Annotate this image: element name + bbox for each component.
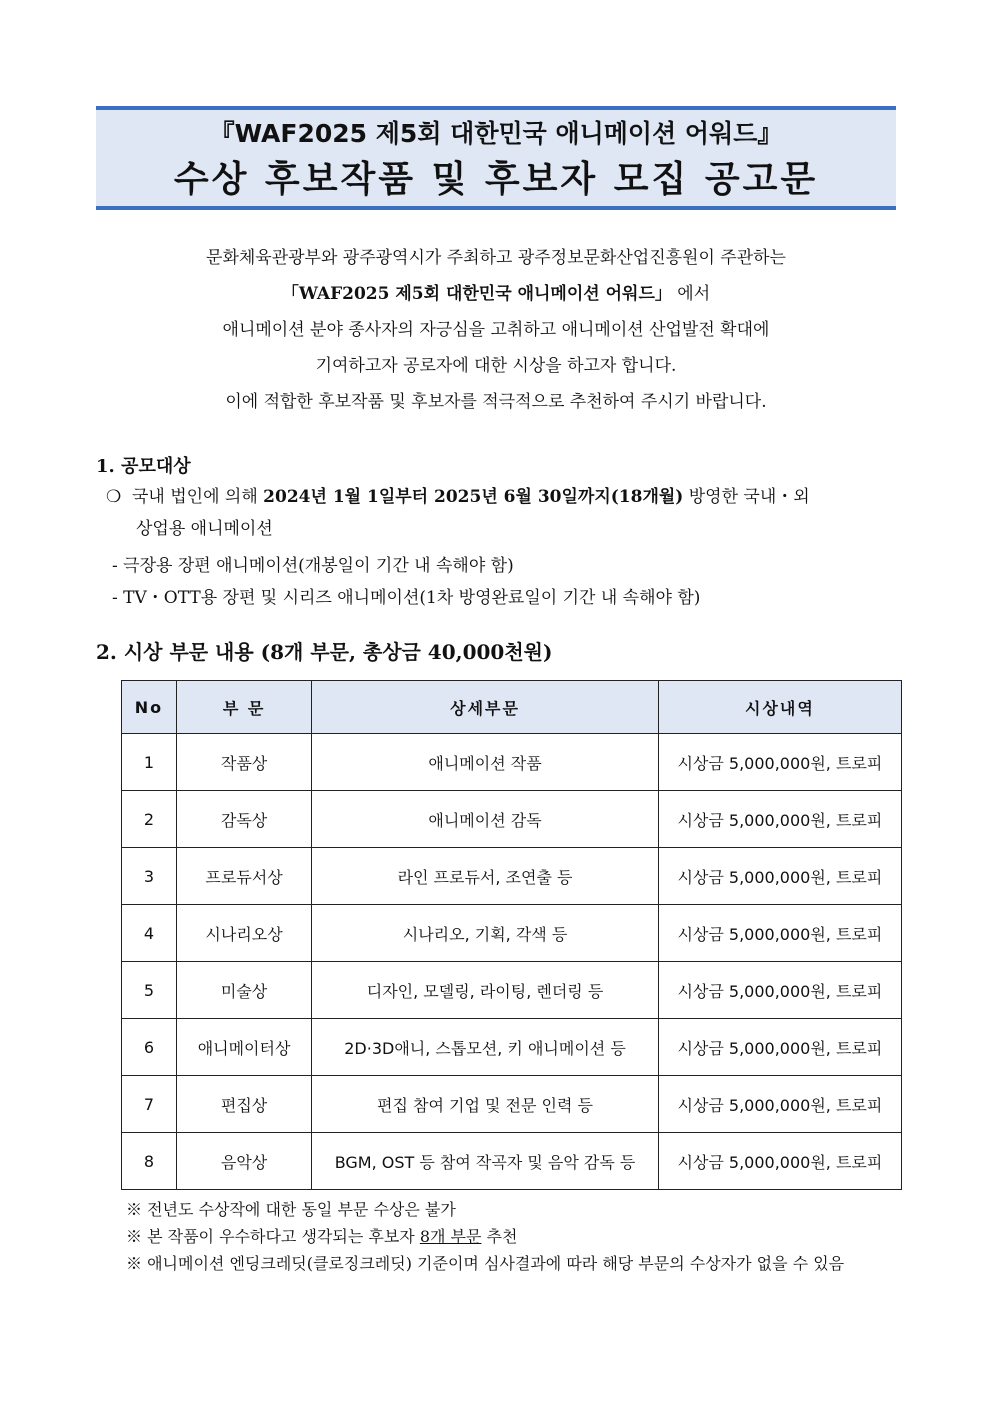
bullet-text-pre: 국내 법인에 의해 [132,487,264,507]
row-no: 4 [122,905,177,962]
row-category: 감독상 [176,791,311,848]
section2-heading: 2. 시상 부문 내용 (8개 부문, 총상금 40,000천원) [96,640,553,664]
table-row [122,734,902,791]
notes-block [126,1196,844,1277]
intro-line-2 [96,276,896,312]
table-row [122,962,902,1019]
row-category: 애니메이터상 [176,1019,311,1076]
row-prize: 시상금 5,000,000원, 트로피 [658,1133,901,1190]
intro-line-4: 기여하고자 공로자에 대한 시상을 하고자 합니다. [315,356,677,376]
header-no: No [122,681,177,734]
note-recommend-pre: ※ 본 작품이 우수하다고 생각되는 후보자 [126,1227,420,1246]
row-detail: 편집 참여 기업 및 전문 인력 등 [312,1076,659,1133]
table-row [122,848,902,905]
row-prize: 시상금 5,000,000원, 트로피 [658,791,901,848]
note-credits-basis: ※ 애니메이션 엔딩크레딧(클로징크레딧) 기준이며 심사결과에 따라 해당 부문의 수상자가 없을 수 있음 [126,1254,845,1273]
title-banner [96,106,896,210]
row-prize: 시상금 5,000,000원, 트로피 [658,848,901,905]
intro-line-5: 이에 적합한 후보작품 및 후보자를 적극적으로 추천하여 주시기 바랍니다. [225,392,767,412]
note-recommend [126,1223,844,1250]
row-category: 미술상 [176,962,311,1019]
event-name: 「WAF2025 제5회 대한민국 애니메이션 어워드」 [281,284,672,304]
eligibility-period: 2024년 1월 1일부터 2025년 6월 30일까지(18개월) [263,487,684,507]
row-prize: 시상금 5,000,000원, 트로피 [658,1019,901,1076]
row-category: 작품상 [176,734,311,791]
award-categories-table [121,680,902,1190]
section1-heading: 1. 공모대상 [96,456,191,477]
row-detail: 디자인, 모델링, 라이팅, 렌더링 등 [312,962,659,1019]
row-no: 2 [122,791,177,848]
row-detail: BGM, OST 등 참여 작곡자 및 음악 감독 등 [312,1133,659,1190]
table-row [122,905,902,962]
table-row [122,1076,902,1133]
row-no: 1 [122,734,177,791]
row-no: 8 [122,1133,177,1190]
row-no: 7 [122,1076,177,1133]
header-category: 부 문 [176,681,311,734]
intro-line-1: 문화체육관광부와 광주광역시가 주최하고 광주정보문화산업진흥원이 주관하는 [206,248,786,268]
intro-line-2-rest: 에서 [671,284,711,304]
row-category: 시나리오상 [176,905,311,962]
intro-paragraph [96,240,896,420]
table-header-row [122,681,902,734]
row-prize: 시상금 5,000,000원, 트로피 [658,734,901,791]
table-row [122,1133,902,1190]
table-row [122,1019,902,1076]
eligibility-bullet-continued: 상업용 애니메이션 [136,519,273,539]
row-detail: 2D·3D애니, 스톱모션, 키 애니메이션 등 [312,1019,659,1076]
row-prize: 시상금 5,000,000원, 트로피 [658,962,901,1019]
row-category: 음악상 [176,1133,311,1190]
page-title-line2: 수상 후보작품 및 후보자 모집 공고문 [173,159,819,200]
table-row [122,791,902,848]
row-detail: 애니메이션 감독 [312,791,659,848]
row-no: 5 [122,962,177,1019]
row-no: 3 [122,848,177,905]
row-category: 프로듀서상 [176,848,311,905]
row-detail: 라인 프로듀서, 조연출 등 [312,848,659,905]
row-prize: 시상금 5,000,000원, 트로피 [658,905,901,962]
header-prize: 시상내역 [658,681,901,734]
note-recommend-underlined: 8개 부문 [419,1227,482,1246]
row-detail: 애니메이션 작품 [312,734,659,791]
header-detail: 상세부문 [312,681,659,734]
eligibility-bullet [106,481,906,513]
bullet-text-post: 방영한 국내・외 [683,487,810,507]
note-no-repeat: ※ 전년도 수상작에 대한 동일 부문 수상은 불가 [126,1200,456,1219]
row-category: 편집상 [176,1076,311,1133]
eligibility-item-tv-ott: - TV・OTT용 장편 및 시리즈 애니메이션(1차 방영완료일이 기간 내 속해야 함) [112,588,701,608]
bullet-circle-icon: ❍ [106,487,122,507]
row-detail: 시나리오, 기획, 각색 등 [312,905,659,962]
row-prize: 시상금 5,000,000원, 트로피 [658,1076,901,1133]
eligibility-item-theatrical: - 극장용 장편 애니메이션(개봉일이 기간 내 속해야 함) [112,556,514,576]
row-no: 6 [122,1019,177,1076]
note-recommend-post: 추천 [481,1227,518,1246]
intro-line-3: 애니메이션 분야 종사자의 자긍심을 고취하고 애니메이션 산업발전 확대에 [222,320,770,340]
page-title-line1: 『WAF2025 제5회 대한민국 애니메이션 어워드』 [209,119,783,148]
